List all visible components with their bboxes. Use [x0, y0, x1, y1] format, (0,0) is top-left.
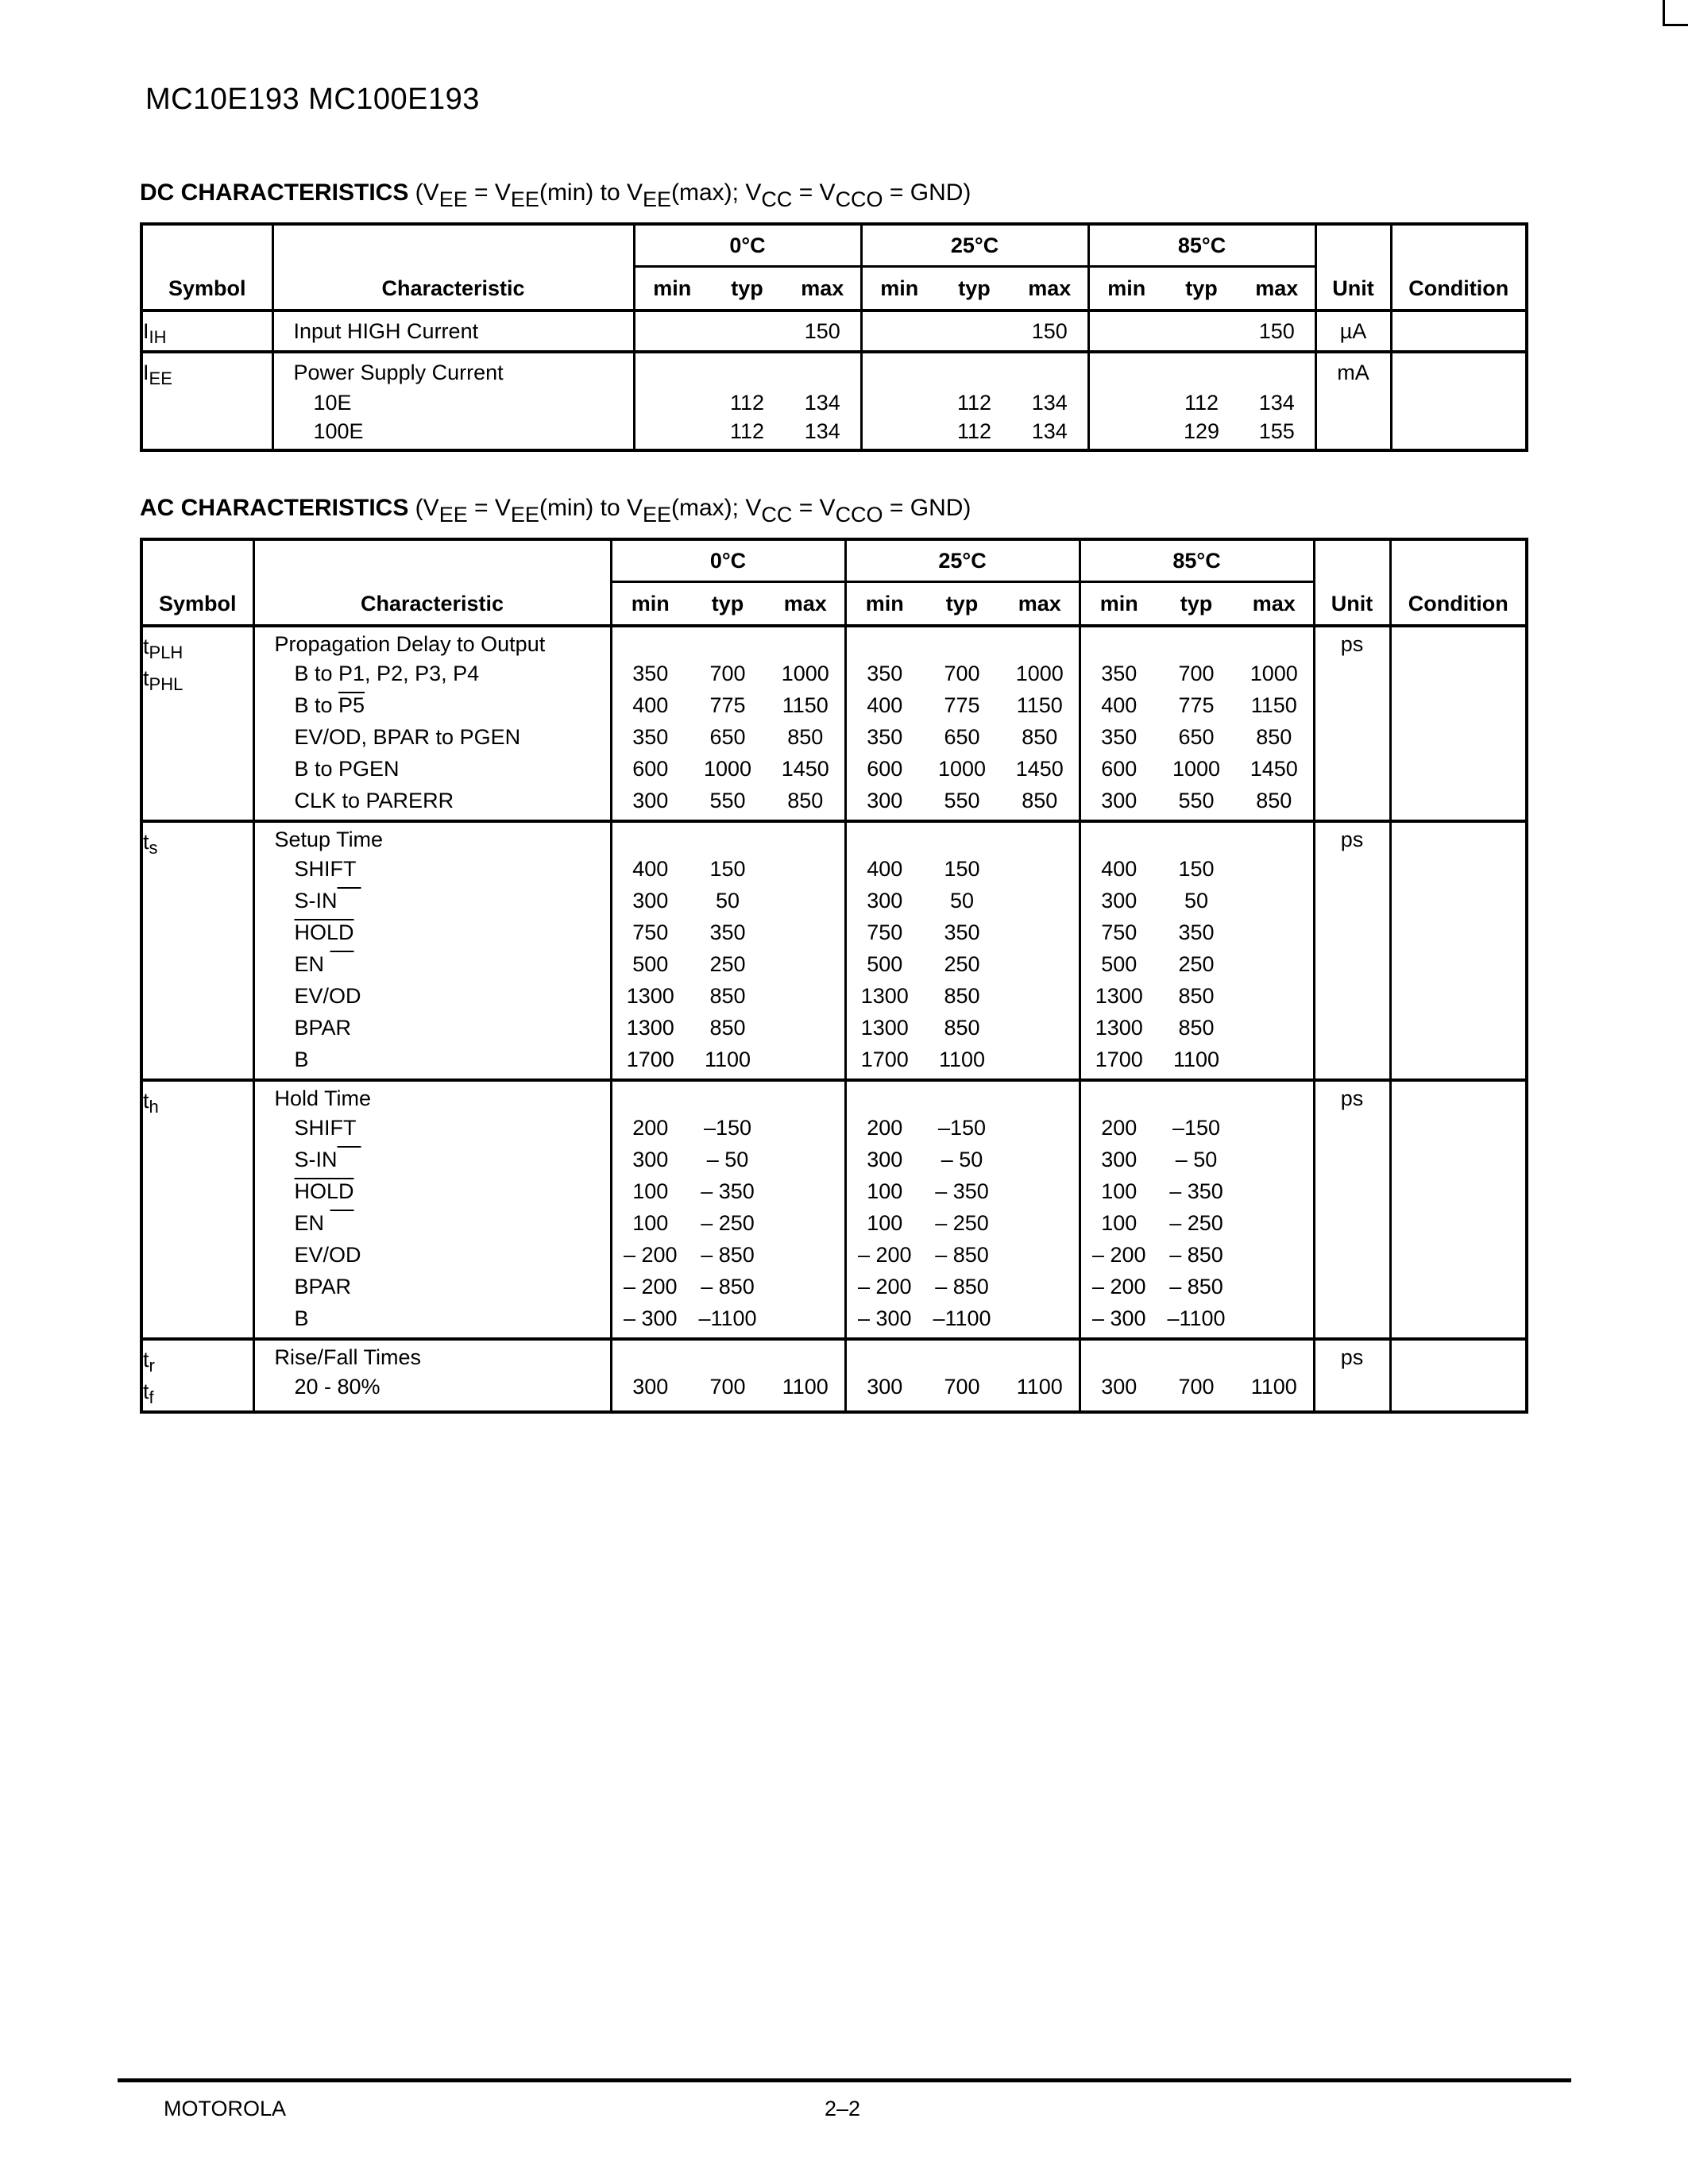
ac-value: 250 [1178, 952, 1215, 976]
ac-value [1001, 853, 1079, 885]
ac-value: 1300 [1095, 1016, 1143, 1040]
ac-sub-characteristic: BPAR [294, 1275, 352, 1298]
ac-value: 200 [632, 1116, 669, 1140]
ac-value: 600 [867, 757, 903, 781]
ac-sub-characteristic: S-IN [294, 889, 338, 913]
ac-value: 1700 [860, 1048, 909, 1071]
ac-value: 750 [632, 920, 669, 944]
ac-header-max: max [1252, 591, 1296, 615]
ac-symbol: $t_s$ [143, 830, 158, 858]
ac-value: 350 [632, 725, 669, 749]
ac-header-condition: Condition [1390, 539, 1527, 626]
ac-unit: ps [1340, 1345, 1364, 1369]
ac-value: 1000 [703, 757, 752, 781]
ac-value: – 850 [701, 1275, 755, 1298]
ac-value: – 200 [1091, 1275, 1146, 1298]
ac-header-max: max [783, 591, 827, 615]
ac-symbol: $t_r$ $t_f$ [143, 1348, 155, 1407]
ac-value: 1700 [1095, 1048, 1143, 1071]
ac-header-temp-0: 0°C [611, 539, 845, 582]
document-title: MC10E193 MC100E193 [145, 83, 480, 116]
ac-value: 350 [867, 725, 903, 749]
ac-value: –150 [937, 1116, 987, 1140]
ac-value: 400 [1101, 693, 1138, 717]
dc-value: 134 [804, 391, 840, 415]
dc-value: 134 [1031, 419, 1068, 443]
ac-value [1001, 948, 1079, 980]
ac-value [767, 1112, 844, 1144]
dc-header-typ: typ [731, 276, 763, 300]
ac-value: 650 [1178, 725, 1215, 749]
ac-value: – 300 [857, 1306, 912, 1330]
ac-value [767, 1144, 844, 1175]
dc-value: 112 [729, 391, 765, 415]
ac-value: – 200 [857, 1275, 912, 1298]
dc-header-max: max [801, 276, 844, 300]
ac-value: 300 [632, 1375, 669, 1399]
ac-value [767, 1302, 844, 1334]
ac-value [1235, 1271, 1313, 1302]
ac-unit: ps [1340, 828, 1364, 851]
ac-title-cond: ($V_{EE} = V_{EE}(\min)$ to $V_{EE}(\max)$; $V_{CC} = V_{CCO} = GND$) [408, 495, 971, 527]
ac-value: 1300 [626, 984, 674, 1008]
ac-value: 1150 [782, 693, 829, 717]
ac-value [1001, 1207, 1079, 1239]
ac-value: 350 [1101, 725, 1138, 749]
ac-header-symbol: Symbol [141, 539, 253, 626]
ac-value: 300 [1101, 789, 1138, 812]
dc-section-title [140, 179, 971, 211]
ac-header-typ: typ [945, 591, 979, 615]
ac-value [767, 980, 844, 1012]
ac-value: 850 [1256, 725, 1292, 749]
ac-value: –150 [1172, 1116, 1221, 1140]
ac-sub-characteristic: HOLD [294, 1179, 354, 1203]
ac-value: 1100 [1250, 1375, 1297, 1399]
ac-value: 300 [1101, 1375, 1138, 1399]
ac-sub-characteristic: EN [294, 952, 330, 976]
ac-value: – 300 [1091, 1306, 1146, 1330]
ac-value: 400 [1101, 857, 1138, 881]
ac-title-bold: AC CHARACTERISTICS [140, 495, 409, 521]
dc-sub-characteristic: 10E [313, 391, 352, 415]
ac-value: 50 [1184, 889, 1209, 913]
ac-value: 100 [1101, 1211, 1138, 1235]
ac-value: 200 [867, 1116, 903, 1140]
ac-value: –1100 [1167, 1306, 1226, 1330]
dc-value: 155 [1258, 419, 1295, 443]
ac-value [767, 948, 844, 980]
ac-value: – 200 [623, 1275, 678, 1298]
ac-header-min: min [611, 582, 689, 627]
ac-value: 1300 [860, 984, 909, 1008]
ac-header-temp-85: 85°C [1080, 539, 1314, 582]
dc-row-iih [141, 311, 1527, 352]
ac-value: 150 [709, 857, 746, 881]
ac-value: – 350 [701, 1179, 755, 1203]
ac-value: 550 [1178, 789, 1215, 812]
ac-value: 750 [1101, 920, 1138, 944]
ac-value: –150 [703, 1116, 752, 1140]
ac-value: 1000 [1172, 757, 1221, 781]
ac-value: 600 [632, 757, 669, 781]
ac-value [1235, 853, 1313, 885]
ac-value: 1450 [781, 757, 829, 781]
ac-value: 850 [709, 984, 746, 1008]
ac-value: 350 [1101, 662, 1138, 685]
dc-header-typ: typ [958, 276, 991, 300]
ac-value: 150 [944, 857, 980, 881]
ac-value: 700 [1178, 662, 1215, 685]
dc-header-typ: typ [1185, 276, 1218, 300]
ac-sub-characteristic: EV/OD [294, 984, 361, 1008]
ac-value: 1450 [1250, 757, 1298, 781]
ac-value [1001, 1044, 1079, 1075]
dc-header-temp-25: 25°C [861, 224, 1088, 267]
ac-value: 1450 [1015, 757, 1064, 781]
ac-value: 300 [632, 1148, 669, 1171]
ac-header-characteristic: Characteristic [253, 539, 611, 626]
ac-characteristics-table [140, 538, 1528, 1414]
ac-value [767, 853, 844, 885]
ac-symbol: $t_h$ [143, 1089, 159, 1117]
ac-value: 1000 [781, 662, 829, 685]
ac-value [1001, 1175, 1079, 1207]
ac-value: 100 [1101, 1179, 1138, 1203]
dc-value: 134 [1031, 391, 1068, 415]
dc-value: 112 [957, 419, 992, 443]
ac-sub-characteristic: B [294, 1048, 309, 1071]
ac-value: 850 [787, 789, 824, 812]
ac-value [1235, 948, 1313, 980]
ac-value [1235, 1144, 1313, 1175]
ac-value: –1100 [933, 1306, 991, 1330]
ac-value: 350 [1178, 920, 1215, 944]
ac-group-row [141, 1339, 1527, 1412]
dc-header-min: min [634, 267, 709, 311]
ac-value [1001, 1239, 1079, 1271]
ac-value [767, 1207, 844, 1239]
dc-characteristic: Input HIGH Current [293, 319, 479, 343]
ac-value [1235, 1239, 1313, 1271]
ac-value [767, 1044, 844, 1075]
ac-value [1001, 1271, 1079, 1302]
ac-value: 100 [867, 1211, 903, 1235]
ac-value: 300 [867, 1148, 903, 1171]
ac-value: – 850 [935, 1243, 989, 1267]
dc-symbol: $I_{EE}$ [143, 361, 172, 388]
page-number: 2–2 [825, 2097, 861, 2120]
page-corner-mark [1663, 0, 1688, 26]
dc-header-min: min [861, 267, 937, 311]
ac-value: 500 [867, 952, 903, 976]
ac-sub-characteristic: B to P1, P2, P3, P4 [294, 662, 480, 685]
ac-value [1235, 885, 1313, 916]
dc-header-max: max [1028, 276, 1072, 300]
ac-value: 850 [1256, 789, 1292, 812]
ac-header-unit: Unit [1314, 539, 1390, 626]
ac-value: 700 [1178, 1375, 1215, 1399]
ac-value [767, 916, 844, 948]
ac-value: 1100 [704, 1048, 751, 1071]
ac-value [1001, 916, 1079, 948]
ac-header-typ: typ [711, 591, 744, 615]
ac-unit: ps [1340, 1086, 1364, 1110]
ac-value: 350 [944, 920, 980, 944]
ac-value [767, 1271, 844, 1302]
ac-value: 1100 [939, 1048, 986, 1071]
ac-symbol: $t_{PLH}$ $t_{PHL}$ [143, 635, 183, 694]
dc-value: 112 [1184, 391, 1219, 415]
ac-sub-characteristic: 20 - 80% [294, 1375, 380, 1399]
ac-value: – 850 [701, 1243, 755, 1267]
ac-value [1001, 1302, 1079, 1334]
ac-header-typ: typ [1180, 591, 1213, 615]
ac-value: 100 [632, 1211, 669, 1235]
ac-value: 100 [867, 1179, 903, 1203]
dc-header-temp-0: 0°C [634, 224, 861, 267]
ac-value: 400 [632, 857, 669, 881]
ac-sub-characteristic: B to P5 [294, 693, 365, 717]
ac-value: –1100 [698, 1306, 757, 1330]
dc-header-min: min [1088, 267, 1164, 311]
ac-value: 1100 [782, 1375, 829, 1399]
ac-value: 350 [709, 920, 746, 944]
ac-value: 850 [1022, 789, 1058, 812]
ac-value: 700 [944, 1375, 980, 1399]
ac-value: 300 [632, 789, 669, 812]
dc-header-condition: Condition [1391, 224, 1527, 311]
ac-value: 1000 [1015, 662, 1064, 685]
ac-value: 1700 [626, 1048, 674, 1071]
ac-sub-characteristic: EN [294, 1211, 330, 1235]
ac-header-max: max [1018, 591, 1061, 615]
dc-value: 150 [1031, 319, 1068, 343]
ac-value [1235, 1044, 1313, 1075]
ac-value: 650 [944, 725, 980, 749]
ac-value: 400 [867, 693, 903, 717]
ac-value: 350 [632, 662, 669, 685]
ac-characteristic: Hold Time [274, 1086, 372, 1110]
ac-value: 200 [1101, 1116, 1138, 1140]
ac-value: – 50 [941, 1148, 983, 1171]
ac-value: – 200 [1091, 1243, 1146, 1267]
dc-title-bold: DC CHARACTERISTICS [140, 179, 409, 206]
ac-value: 700 [709, 1375, 746, 1399]
ac-group-row [141, 1080, 1527, 1339]
dc-value: 134 [804, 419, 840, 443]
ac-value: – 850 [1169, 1243, 1223, 1267]
ac-sub-characteristic: B to PGEN [294, 757, 400, 781]
dc-title-cond: ($V_{EE} = V_{EE}(\min)$ to $V_{EE}(\max)$; $V_{CC} = V_{CCO} = GND$) [408, 179, 971, 211]
ac-header-temp-25: 25°C [845, 539, 1080, 582]
ac-value [767, 1012, 844, 1044]
ac-value: 1300 [626, 1016, 674, 1040]
ac-value: – 350 [1169, 1179, 1223, 1203]
ac-value: – 250 [701, 1211, 755, 1235]
ac-value: 300 [1101, 889, 1138, 913]
ac-value [1001, 1112, 1079, 1144]
ac-value: 300 [867, 789, 903, 812]
ac-value: – 300 [623, 1306, 678, 1330]
ac-value [767, 885, 844, 916]
ac-value: 400 [632, 693, 669, 717]
ac-value: 250 [709, 952, 746, 976]
ac-value: 500 [1101, 952, 1138, 976]
ac-value [1235, 1175, 1313, 1207]
dc-symbol: $I_{IH}$ [143, 319, 167, 347]
ac-value: 1000 [1250, 662, 1298, 685]
ac-value: 1300 [1095, 984, 1143, 1008]
ac-value: 775 [709, 693, 746, 717]
ac-value: 1300 [860, 1016, 909, 1040]
ac-value: 775 [944, 693, 980, 717]
ac-value [1001, 1012, 1079, 1044]
ac-value: – 250 [935, 1211, 989, 1235]
ac-header-min: min [845, 582, 923, 627]
dc-value: 112 [729, 419, 765, 443]
ac-value: 775 [1178, 693, 1215, 717]
ac-value: 850 [944, 1016, 980, 1040]
ac-value: 650 [709, 725, 746, 749]
ac-sub-characteristic: EV/OD [294, 1243, 361, 1267]
ac-value [1235, 980, 1313, 1012]
ac-value: 50 [715, 889, 740, 913]
ac-value: 1100 [1016, 1375, 1063, 1399]
ac-value: 300 [632, 889, 669, 913]
ac-value: – 200 [857, 1243, 912, 1267]
ac-sub-characteristic: HOLD [294, 920, 354, 944]
dc-value: 150 [804, 319, 840, 343]
ac-value: 100 [632, 1179, 669, 1203]
ac-value: 850 [1022, 725, 1058, 749]
ac-value: 600 [1101, 757, 1138, 781]
ac-value: 1100 [1173, 1048, 1220, 1071]
ac-group-row [141, 626, 1527, 821]
ac-group-row [141, 821, 1527, 1080]
footer-rule [118, 2078, 1571, 2082]
ac-characteristic: Setup Time [274, 828, 384, 851]
ac-value: 850 [1178, 1016, 1215, 1040]
dc-header-characteristic: Characteristic [272, 224, 634, 311]
ac-value [1235, 916, 1313, 948]
dc-value: 129 [1184, 419, 1220, 443]
dc-unit: µA [1339, 319, 1367, 343]
ac-value [767, 1239, 844, 1271]
ac-value: 1150 [1250, 693, 1297, 717]
ac-sub-characteristic: S-IN [294, 1148, 338, 1171]
ac-value: 750 [867, 920, 903, 944]
ac-value: 500 [632, 952, 669, 976]
ac-unit: ps [1340, 632, 1364, 656]
ac-value: 850 [709, 1016, 746, 1040]
ac-value [1001, 1144, 1079, 1175]
ac-value: – 250 [1169, 1211, 1223, 1235]
ac-value [1001, 980, 1079, 1012]
dc-header-temp-85: 85°C [1088, 224, 1315, 267]
dc-value: 112 [957, 391, 992, 415]
ac-value [1235, 1112, 1313, 1144]
ac-value: 300 [867, 889, 903, 913]
ac-value [1235, 1302, 1313, 1334]
ac-header-min: min [1080, 582, 1157, 627]
dc-header-unit: Unit [1315, 224, 1391, 311]
ac-value [1001, 885, 1079, 916]
ac-sub-characteristic: SHIFT [294, 1116, 357, 1140]
ac-value: 350 [867, 662, 903, 685]
dc-header-max: max [1255, 276, 1299, 300]
dc-value: 150 [1258, 319, 1295, 343]
ac-characteristic: Rise/Fall Times [274, 1345, 422, 1369]
dc-value: 134 [1258, 391, 1295, 415]
dc-characteristics-table [140, 222, 1528, 452]
ac-value [1235, 1012, 1313, 1044]
ac-value: 850 [787, 725, 824, 749]
ac-value: – 200 [623, 1243, 678, 1267]
ac-sub-characteristic: B [294, 1306, 309, 1330]
ac-value: – 50 [1175, 1148, 1218, 1171]
ac-sub-characteristic: BPAR [294, 1016, 352, 1040]
ac-value: 250 [944, 952, 980, 976]
ac-value: 50 [950, 889, 975, 913]
dc-unit: mA [1337, 361, 1369, 384]
ac-value: 550 [944, 789, 980, 812]
ac-sub-characteristic: SHIFT [294, 857, 357, 881]
ac-value: 1150 [1016, 693, 1063, 717]
dc-sub-characteristic: 100E [313, 419, 364, 443]
ac-value: 300 [1101, 1148, 1138, 1171]
ac-value: 700 [944, 662, 980, 685]
ac-value: 1000 [937, 757, 987, 781]
ac-value: – 850 [1169, 1275, 1223, 1298]
ac-value: 150 [1178, 857, 1215, 881]
ac-value: – 850 [935, 1275, 989, 1298]
dc-header-symbol: Symbol [141, 224, 272, 311]
ac-value: 850 [1178, 984, 1215, 1008]
ac-value [1235, 1207, 1313, 1239]
footer-brand: MOTOROLA [164, 2097, 287, 2120]
dc-row-iee [141, 352, 1527, 450]
ac-value: 400 [867, 857, 903, 881]
ac-value: – 50 [706, 1148, 749, 1171]
ac-value: 700 [709, 662, 746, 685]
ac-value: 850 [944, 984, 980, 1008]
dc-characteristic: Power Supply Current [293, 361, 504, 384]
ac-sub-characteristic: CLK to PARERR [294, 789, 454, 812]
ac-characteristic: Propagation Delay to Output [274, 632, 546, 656]
ac-section-title [140, 495, 971, 527]
ac-value [767, 1175, 844, 1207]
ac-sub-characteristic: EV/OD, BPAR to PGEN [294, 725, 521, 749]
ac-value: 300 [867, 1375, 903, 1399]
ac-value: 550 [709, 789, 746, 812]
ac-value: – 350 [935, 1179, 989, 1203]
